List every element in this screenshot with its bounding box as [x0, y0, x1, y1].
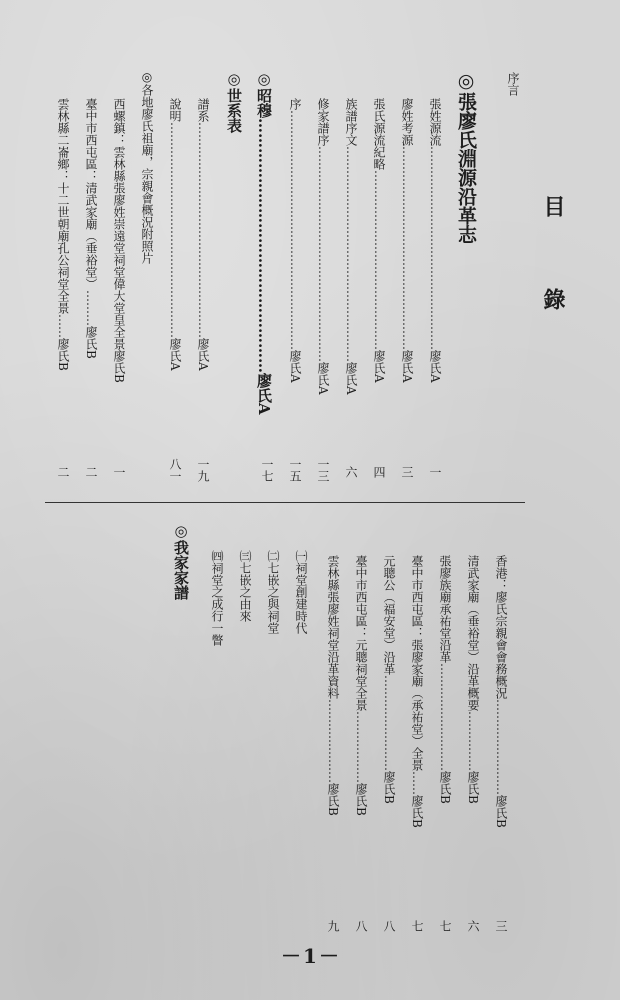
toc-page: 一	[428, 466, 442, 478]
toc-page: 二	[56, 466, 70, 478]
toc-entry: 張姓源流……………………………………………廖氏A	[428, 98, 442, 383]
toc-heading-family: ◎我家家譜	[172, 522, 190, 600]
toc-page: 九	[326, 920, 340, 932]
toc-page: 一	[112, 466, 126, 478]
toc-page: 三	[494, 920, 508, 932]
toc-entry: 說明………………………………………………廖氏A	[168, 98, 182, 371]
toc-title-mu: 目	[540, 195, 566, 217]
toc-subentry: ㈠祠堂創建時代	[294, 550, 308, 634]
toc-entry: 族譜序文………………………………………………廖氏A	[344, 98, 358, 395]
toc-page: 七	[410, 920, 424, 932]
toc-subentry: ㈣祠堂之成行一瞥	[210, 550, 224, 646]
toc-heading-temples: ◎各地廖氏祖廟，宗親會概況附照片	[140, 70, 154, 264]
toc-page: 二	[84, 466, 98, 478]
toc-entry: 臺中市西屯區：張廖家廟（承祐堂）全景……廖氏B	[410, 555, 424, 828]
toc-entry: 西螺鎮：雲林縣張廖姓崇遠堂祠堂偉大堂皇全景廖氏B	[112, 98, 126, 383]
toc-entry: 臺中市西屯區：元聰祠堂全景………………廖氏B	[354, 555, 368, 816]
toc-entry-preface: 序言	[506, 72, 520, 96]
toc-page: 八	[382, 920, 396, 932]
toc-heading-zhaomu: ◎昭穆……………………………………………廖氏A	[255, 70, 273, 415]
toc-page: 一三	[316, 458, 330, 482]
toc-page: 八一	[168, 458, 182, 482]
toc-entry: 修家譜序………………………………………………廖氏A	[316, 98, 330, 395]
toc-entry: 廖姓考源……………………………………………廖氏A	[400, 98, 414, 383]
toc-page: 七	[438, 920, 452, 932]
toc-entry: 張氏源流紀略………………………………………廖氏A	[372, 98, 386, 383]
toc-page: 一五	[288, 458, 302, 482]
toc-page: 六	[466, 920, 480, 932]
toc-entry: 張廖族廟承祐堂沿革………………………廖氏B	[438, 555, 452, 804]
toc-entry: 元聰公（福安堂）沿革……………………廖氏B	[382, 555, 396, 804]
toc-entry: 雲林縣張廖姓祠堂沿革資料…………………廖氏B	[326, 555, 340, 816]
toc-page: 四	[372, 466, 386, 478]
toc-heading-origin: ◎張廖氏淵源沿革志	[455, 70, 477, 244]
toc-entry: 譜系………………………………………………廖氏A	[196, 98, 210, 371]
toc-page: 一九	[196, 458, 210, 482]
page-number: －1－	[281, 944, 341, 968]
toc-title-lu: 錄	[540, 288, 566, 310]
toc-page: 八	[354, 920, 368, 932]
toc-entry: 清武家廟（垂裕堂）沿革概要……………廖氏B	[466, 555, 480, 804]
toc-entry: 臺中市西屯區：清武家廟（垂裕堂）………廖氏B	[84, 98, 98, 359]
toc-subentry: ㈡七嵌之與祠堂	[266, 550, 280, 634]
toc-entry: 香港：廖氏宗親會會務概況……………………廖氏B	[494, 555, 508, 828]
toc-entry: 序……………………………………………………廖氏A	[288, 98, 302, 383]
toc-subentry: ㈢七嵌之由來	[238, 550, 252, 622]
toc-entry: 雲林縣二崙鄉：十二世朝廟孔公祠堂全景……廖氏B	[56, 98, 70, 371]
toc-page: 三	[400, 466, 414, 478]
toc-heading-lineage: ◎世系表	[225, 70, 243, 133]
section-divider	[45, 502, 525, 503]
toc-page: 六	[344, 466, 358, 478]
toc-page: 一七	[260, 458, 274, 482]
